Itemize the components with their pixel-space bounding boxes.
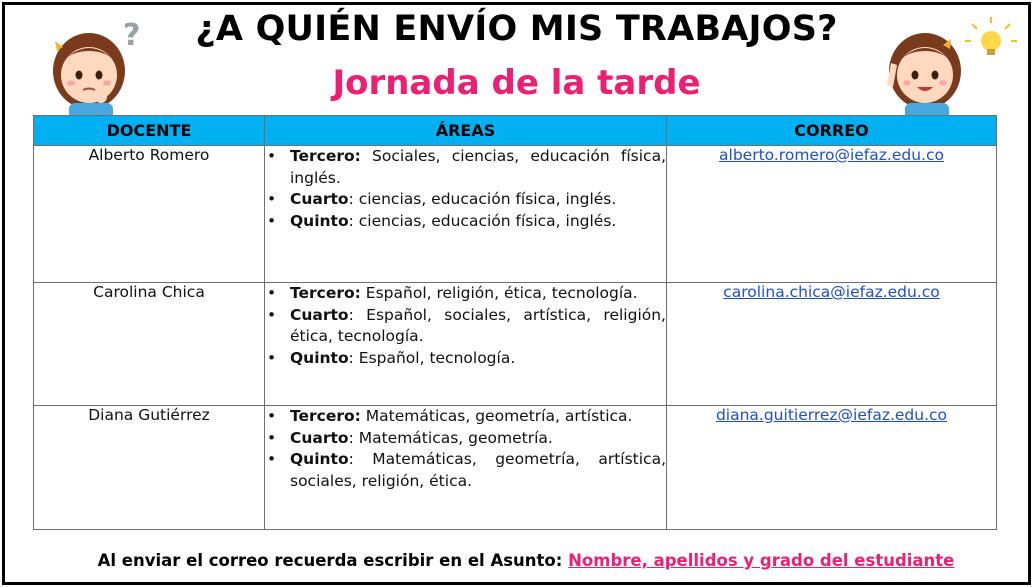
teacher-email-cell xyxy=(667,283,997,406)
table-row xyxy=(34,146,997,283)
grade-label: Quinto xyxy=(290,211,349,230)
teacher-name: Alberto Romero xyxy=(34,146,265,283)
grade-label: Tercero: xyxy=(290,147,361,165)
column-header-correo: CORREO xyxy=(667,116,997,146)
subjects-text: : ciencias, educación física, inglés. xyxy=(348,211,617,230)
bullet-icon: • xyxy=(267,450,277,468)
list-item xyxy=(265,449,666,492)
list-item xyxy=(265,146,666,189)
grade-label: Cuarto xyxy=(290,305,349,324)
grade-label: Cuarto xyxy=(290,428,349,447)
bullet-icon: • xyxy=(267,211,277,230)
footer-note xyxy=(0,551,1033,570)
grade-label: Tercero: xyxy=(290,407,361,425)
bullet-icon: • xyxy=(267,348,277,367)
page-subtitle: Jornada de la tarde xyxy=(332,63,701,103)
teachers-table xyxy=(33,115,997,530)
subjects-text: : ciencias, educación física, inglés. xyxy=(348,190,617,208)
list-item xyxy=(265,305,666,348)
teacher-email-cell xyxy=(667,146,997,283)
svg-text:?: ? xyxy=(123,18,141,53)
bullet-icon: • xyxy=(267,305,277,324)
bullet-icon: • xyxy=(267,407,277,425)
page-title: ¿A QUIÉN ENVÍO MIS TRABAJOS? xyxy=(195,9,838,49)
teacher-name: Diana Gutiérrez xyxy=(34,406,265,530)
table-header-row xyxy=(34,116,997,146)
teacher-areas xyxy=(265,283,667,406)
teacher-areas xyxy=(265,406,667,530)
footer-text: Al enviar el correo recuerda escribir en el Asunto: xyxy=(97,551,569,570)
areas-list xyxy=(265,283,666,369)
list-item xyxy=(265,189,666,211)
subjects-text: : Matemáticas, geometría. xyxy=(348,428,553,447)
table-row xyxy=(34,283,997,406)
column-header-areas: ÁREAS xyxy=(265,116,667,146)
teacher-name: Carolina Chica xyxy=(34,283,265,406)
grade-label: Cuarto xyxy=(290,190,349,208)
subjects-text: Español, religión, ética, tecnología. xyxy=(360,284,638,302)
teacher-email-link[interactable]: carolina.chica@iefaz.edu.co xyxy=(723,283,940,301)
grade-label: Quinto xyxy=(290,348,349,367)
footer-highlight: Nombre, apellidos y grado del estudiante xyxy=(568,551,955,570)
table-row xyxy=(34,406,997,530)
bullet-icon: • xyxy=(267,190,277,208)
areas-list xyxy=(265,146,666,232)
list-item xyxy=(265,428,666,450)
list-item xyxy=(265,406,666,428)
subjects-text: Sociales, ciencias, educación física, inglés. xyxy=(290,147,666,187)
list-item xyxy=(265,348,666,370)
list-item xyxy=(265,211,666,233)
column-header-docente: DOCENTE xyxy=(34,116,265,146)
bullet-icon: • xyxy=(267,147,277,165)
bullet-icon: • xyxy=(267,284,277,302)
bullet-icon: • xyxy=(267,428,277,447)
grade-label: Tercero: xyxy=(290,284,361,302)
teacher-areas xyxy=(265,146,667,283)
areas-list xyxy=(265,406,666,492)
grade-label: Quinto xyxy=(290,450,349,468)
teacher-email-cell xyxy=(667,406,997,530)
subjects-text: : Matemáticas, geometría, artística, sociales, religión, ética. xyxy=(290,450,666,490)
list-item xyxy=(265,283,666,305)
teacher-email-link[interactable]: diana.guitierrez@iefaz.edu.co xyxy=(715,406,948,424)
teacher-email-link[interactable]: alberto.romero@iefaz.edu.co xyxy=(719,146,944,164)
subjects-text: Matemáticas, geometría, artística. xyxy=(360,407,633,425)
subjects-text: : Español, tecnología. xyxy=(348,348,516,367)
subjects-text: : Español, sociales, artística, religión, ética, tecnología. xyxy=(290,305,666,345)
